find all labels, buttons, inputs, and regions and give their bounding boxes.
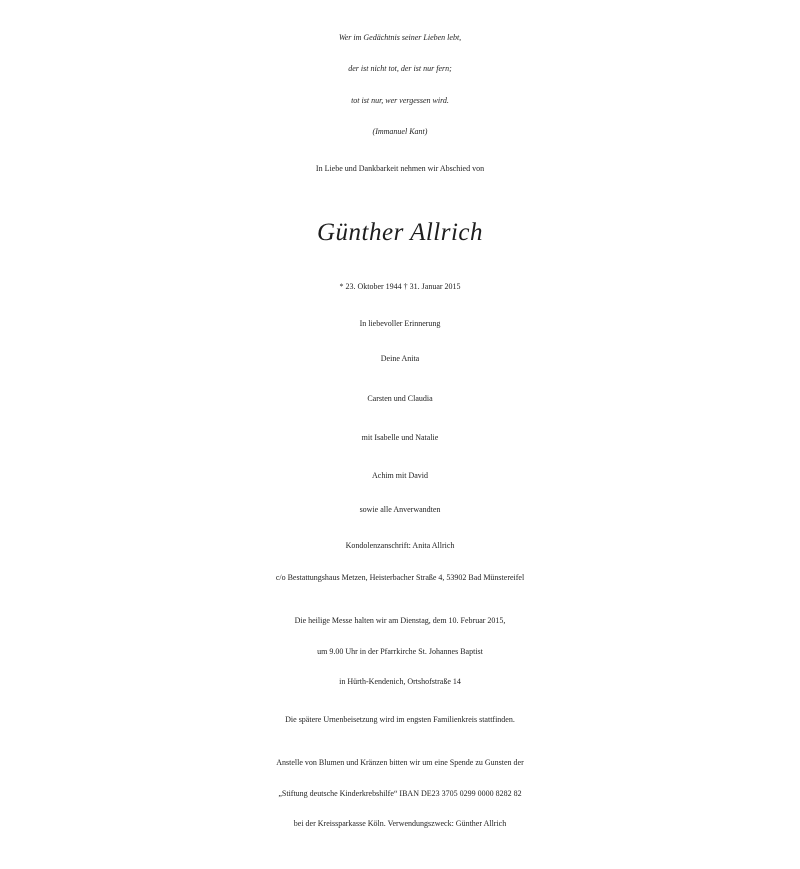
mourner-name: mit Isabelle und Natalie [361,433,439,442]
condolence-address-title: Kondolenzanschrift: Anita Allrich [345,541,455,550]
mass-line: Die heilige Messe halten wir am Dienstag, dem 10. Februar 2015, [294,616,506,625]
condolence-address: c/o Bestattungshaus Metzen, Heisterbacher Straße 4, 53902 Bad Münstereifel [275,573,525,582]
quote-line: der ist nicht tot, der ist nur fern; [348,64,452,73]
deceased-dates: * 23. Oktober 1944 † 31. Januar 2015 [339,282,461,291]
mourner-name: Achim mit David [372,471,428,480]
farewell-intro: In Liebe und Dankbarkeit nehmen wir Abschied von [315,164,485,173]
quote-line: Wer im Gedächtnis seiner Lieben lebt, [338,33,462,42]
mass-line: in Hürth-Kendenich, Ortshofstraße 14 [339,677,461,686]
mourner-name: Carsten und Claudia [367,394,433,403]
mourner-name: Deine Anita [380,354,420,363]
quote-author: (Immanuel Kant) [372,127,428,136]
donation-line: Anstelle von Blumen und Kränzen bitten wir um eine Spende zu Gunsten der [276,758,524,767]
burial-note: Die spätere Urnenbeisetzung wird im engsten Familienkreis stattfinden. [285,715,515,724]
mass-line: um 9.00 Uhr in der Pfarrkirche St. Johannes Baptist [317,647,483,656]
quote-line: tot ist nur, wer vergessen wird. [351,96,449,105]
mourners-intro: In liebevoller Erinnerung [359,319,441,328]
donation-line: bei der Kreissparkasse Köln. Verwendungszweck: Günther Allrich [293,819,507,828]
relatives-line: sowie alle Anverwandten [359,505,441,514]
donation-line: „Stiftung deutsche Kinderkrebshilfe“ IBAN DE23 3705 0299 0000 8282 82 [278,789,522,798]
deceased-name: Günther Allrich [316,219,484,246]
